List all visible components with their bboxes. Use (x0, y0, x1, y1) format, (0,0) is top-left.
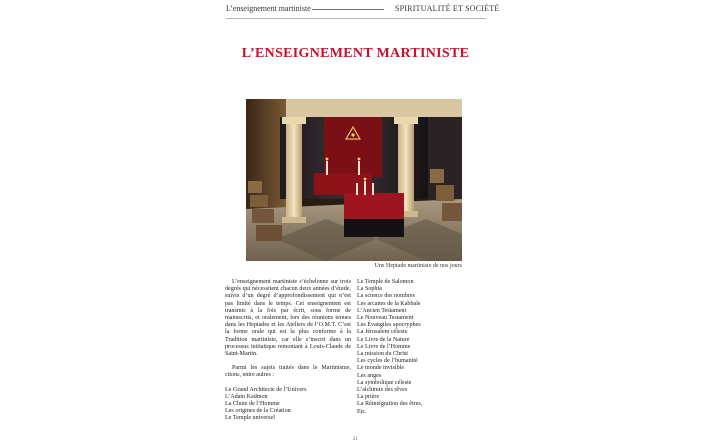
list-item: Le Grand Architecte de l’Univers (225, 386, 307, 393)
text-column-right (357, 279, 467, 416)
intro-paragraph: L’enseignement martiniste s’échelonne sur trois degrés qui nécessitent chacun deux années d’étude, suivis d’un degré d’approfondissement qui n’est pas limité dans le temps. Cet enseignement est transmis à la fois par écrit, sous forme de manuscrits, et oralement, lors des réunions tenues dans les Heptades et les Ateliers de l’O.M.T. C’est la forme orale qui est la plus conforme à la Tradition martiniste, car elle s’inscrit dans un processus initiatique remontant à Louis-Claude de Saint-Martin. (225, 279, 351, 358)
list-item: Le Livre de l’Homme (357, 343, 411, 350)
text-column-left (225, 279, 351, 423)
topics-intro: Parmi les sujets traités dans le Martinisme, citons, entre autres : (225, 365, 351, 379)
list-item: L’Ancien Testament (357, 307, 407, 314)
list-item: Les origines de la Création (225, 408, 291, 415)
topics-list-right (357, 279, 467, 416)
article-title: L’ENSEIGNEMENT MARTINISTE (241, 46, 470, 61)
running-header-right: SPIRITUALITÉ ET SOCIÉTÉ (395, 4, 500, 13)
photo-caption: Une Heptade martiniste de nos jours (374, 263, 462, 269)
page-number: 21 (353, 437, 358, 442)
paragraph-gap (225, 358, 351, 365)
header-divider (312, 9, 384, 10)
list-item: Les Évangiles apocryphes (357, 322, 421, 329)
list-item: La science des nombres (357, 293, 416, 300)
header-underline (226, 18, 486, 19)
list-item: Le Livre de la Nature (357, 336, 410, 343)
topics-list-left (225, 387, 351, 423)
temple-illustration (246, 99, 462, 261)
list-item: Les cycles de l’humanité (357, 358, 418, 365)
list-item: La Jérusalem céleste (357, 329, 408, 336)
list-item: Le Temple universel (225, 415, 275, 422)
list-item: Le monde invisible (357, 365, 405, 372)
list-item: Le Temple de Salomon (357, 279, 414, 285)
list-item: Etc. (357, 408, 367, 415)
list-item: L’Adam Kadmon (225, 393, 268, 400)
list-item: La symbolique céleste (357, 379, 412, 386)
list-item: Le Nouveau Testament (357, 315, 414, 322)
running-header-left: L’enseignement martiniste (226, 4, 311, 13)
list-item: L’alchimie des rêves (357, 387, 408, 394)
heptade-photo (246, 99, 462, 261)
list-item: Les anges (357, 372, 382, 379)
list-item: La prière (357, 394, 380, 401)
paragraph-gap (225, 380, 351, 387)
list-item: La Réintégration des êtres, (357, 401, 423, 408)
list-item: Les arcanes de la Kabbale (357, 300, 421, 307)
list-item: La mission du Christ (357, 351, 408, 358)
list-item: La Chute de l’Homme (225, 401, 280, 408)
list-item: La Sophia (357, 286, 382, 293)
